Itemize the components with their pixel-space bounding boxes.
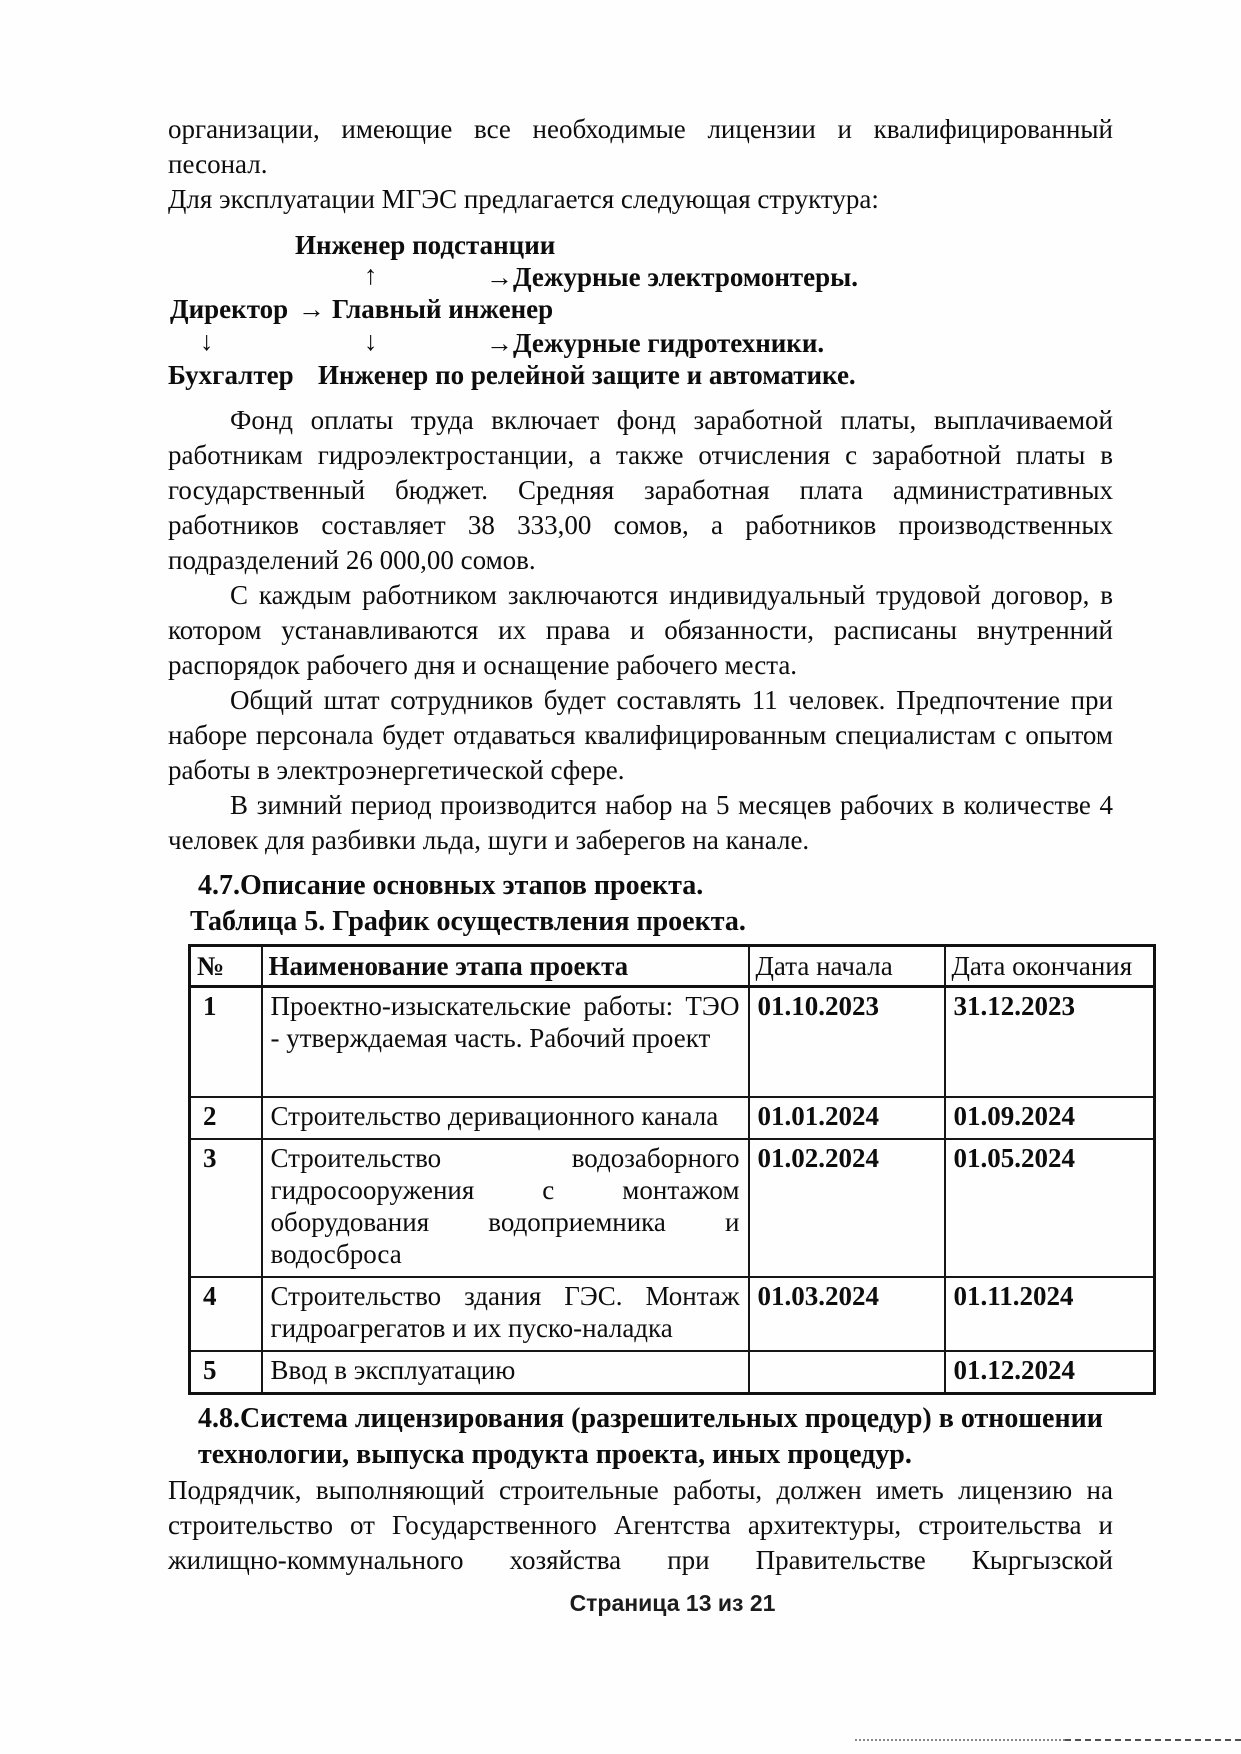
- scan-artifact-dotted-line: [855, 1739, 1065, 1741]
- cell-stage-number: 1: [190, 987, 262, 1098]
- cell-end-date: 01.11.2024: [945, 1277, 1155, 1351]
- cell-start-date: 01.01.2024: [749, 1097, 945, 1139]
- org-node-substation-engineer: Инженер подстанции: [295, 230, 556, 260]
- arrow-right-icon: →: [298, 294, 325, 324]
- org-chart: [168, 229, 1113, 389]
- table-row: [190, 1277, 1155, 1351]
- cell-stage-number: 2: [190, 1097, 262, 1139]
- paragraph-staff: Общий штат сотрудников будет составлять 11 человек. Предпочтение при наборе персонала будет отдаваться квалифицированным специалистам с опытом работы в электроэнергетической сфере.: [168, 685, 1113, 785]
- cell-stage-name: Строительство здания ГЭС. Монтаж гидроагрегатов и их пуско-наладка: [262, 1277, 749, 1351]
- cell-start-date: 01.10.2023: [749, 987, 945, 1098]
- table-row: [190, 1139, 1155, 1277]
- paragraph-contracts: С каждым работником заключаются индивидуальный трудовой договор, в котором устанавливаются их права и обязанности, расписаны внутренний распорядок рабочего дня и оснащение рабочего места.: [168, 580, 1113, 680]
- cell-stage-name: Строительство водозаборного гидросооружения с монтажом оборудования водоприемника и водосброса: [262, 1139, 749, 1277]
- cell-end-date: 31.12.2023: [945, 987, 1155, 1098]
- cell-stage-number: 5: [190, 1351, 262, 1394]
- arrow-down-icon: ↓: [200, 326, 214, 356]
- column-header-start-date: Дата начала: [749, 946, 945, 987]
- column-header-end-date: Дата окончания: [945, 946, 1155, 987]
- cell-end-date: 01.05.2024: [945, 1139, 1155, 1277]
- scan-artifact-dashed-line: [1065, 1739, 1241, 1741]
- section-heading-4-8-line1: 4.8.Система лицензирования (разрешительных процедур) в отношении: [198, 1403, 1103, 1434]
- cell-start-date: 01.02.2024: [749, 1139, 945, 1277]
- org-node-duty-electricians: →Дежурные электромонтеры.: [486, 262, 859, 292]
- cell-end-date: 01.12.2024: [945, 1351, 1155, 1394]
- arrow-down-icon: ↓: [364, 326, 378, 356]
- org-node-accountant: Бухгалтер: [168, 360, 294, 390]
- project-schedule-table: [188, 944, 1156, 1395]
- section-heading-4-7: 4.7.Описание основных этапов проекта.: [198, 870, 704, 901]
- section-heading-4-8-line2: технологии, выпуска продукта проекта, иных процедур.: [198, 1439, 912, 1470]
- cell-start-date: [749, 1351, 945, 1394]
- cell-end-date: 01.09.2024: [945, 1097, 1155, 1139]
- paragraph-winter: В зимний период производится набор на 5 месяцев рабочих в количестве 4 человек для разбивки льда, шуги и заберегов на канале.: [168, 790, 1113, 855]
- cell-stage-name: Строительство деривационного канала: [262, 1097, 749, 1139]
- arrow-up-icon: ↑: [364, 260, 378, 290]
- cell-stage-name: Проектно-изыскательские работы: ТЭО - утверждаемая часть. Рабочий проект: [262, 987, 749, 1098]
- page-content: [168, 0, 1133, 1578]
- org-node-relay-engineer: Инженер по релейной защите и автоматике.: [318, 360, 856, 390]
- paragraph-contractor-license: Подрядчик, выполняющий строительные работы, должен иметь лицензию на строительство от Государственного Агентства архитектуры, строительства и жилищно-коммунального хозяйства при Правительстве Кыргызской: [168, 1475, 1113, 1575]
- paragraph-structure-intro: Для эксплуатации МГЭС предлагается следующая структура:: [168, 184, 879, 214]
- cell-stage-name: Ввод в эксплуатацию: [262, 1351, 749, 1394]
- cell-stage-number: 4: [190, 1277, 262, 1351]
- org-node-duty-hydrotechnics: →Дежурные гидротехники.: [486, 328, 825, 358]
- cell-start-date: 01.03.2024: [749, 1277, 945, 1351]
- table-caption: Таблица 5. График осуществления проекта.: [190, 906, 746, 937]
- org-node-chief-engineer: Главный инженер: [332, 294, 554, 324]
- table-header-row: [190, 946, 1155, 987]
- org-node-director: Директор: [170, 294, 289, 324]
- table-row: [190, 1097, 1155, 1139]
- page-number: Страница 13 из 21: [569, 1590, 776, 1616]
- paragraph-licenses: организации, имеющие все необходимые лицензии и квалифицированный песонал.: [168, 114, 1113, 179]
- table-row: [190, 1351, 1155, 1394]
- paragraph-payroll: Фонд оплаты труда включает фонд заработной платы, выплачиваемой работникам гидроэлектростанции, а также отчисления с заработной платы в государственный бюджет. Средняя заработная плата административных работников составляет 38 333,00 сомов, а работников производственных подразделений 26 000,00 сомов.: [168, 405, 1113, 575]
- table-row: [190, 987, 1155, 1098]
- column-header-stage-name: Наименование этапа проекта: [262, 946, 749, 987]
- cell-stage-number: 3: [190, 1139, 262, 1277]
- column-header-number: №: [190, 946, 262, 987]
